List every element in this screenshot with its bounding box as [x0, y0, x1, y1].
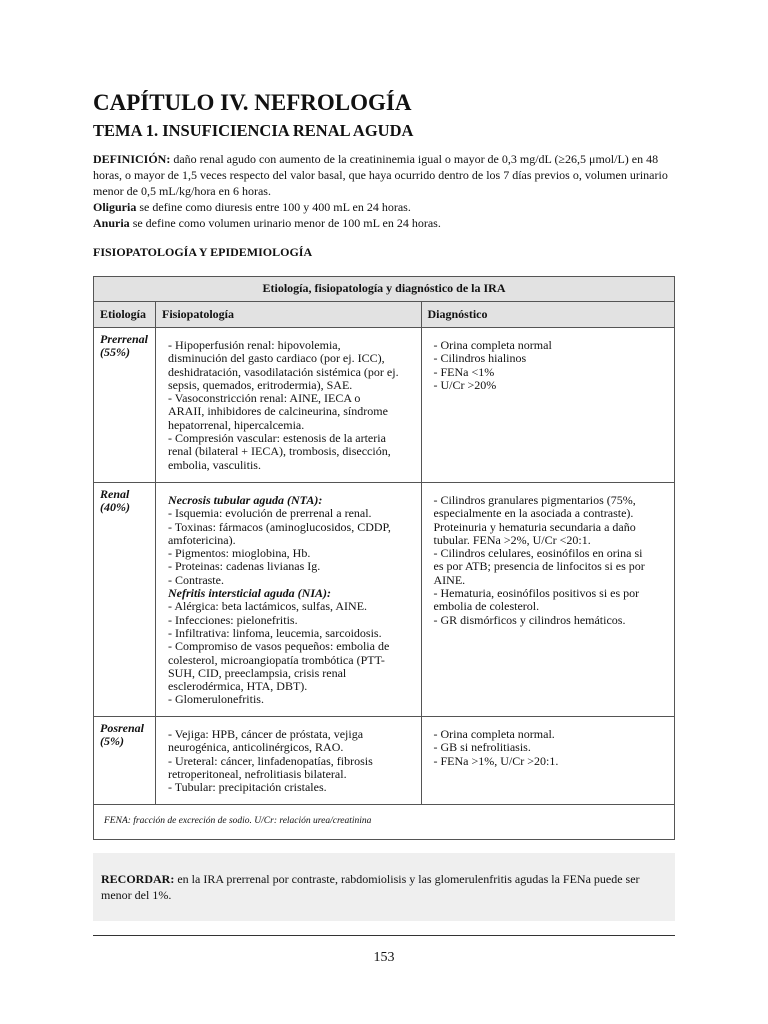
cell-line: - Compromiso de vasos pequeños: embolia de	[167, 639, 390, 654]
cell-line: ARAII, inhibidores de calcineurina, síndrome	[167, 404, 388, 419]
cell-line: retroperitoneal, nefrolitiasis bilateral.	[167, 766, 347, 781]
cell-line: - Vasoconstricción renal: AINE, IECA o	[167, 391, 361, 406]
cell-line: - Cilindros celulares, eosinófilos en orina si	[433, 546, 643, 561]
nta-list	[168, 507, 415, 587]
cell-line: - GR dismórficos y cilindros hemáticos.	[433, 612, 626, 627]
footer-divider	[93, 935, 675, 936]
page-number: 153	[373, 950, 395, 965]
definitions-block	[93, 151, 675, 231]
header-diagnostico: Diagnóstico	[421, 302, 675, 328]
cell-line: - Vejiga: HPB, cáncer de próstata, vejiga	[167, 727, 364, 741]
cell-line: - GB si nefrolitiasis.	[433, 740, 531, 755]
cell-line: - Cilindros granulares pigmentarios (75%,	[433, 493, 636, 507]
cell-line: SUH, CID, preeclampsia, crisis renal	[167, 665, 347, 680]
etiologia-prerrenal: Prerrenal (55%)	[94, 328, 156, 483]
oliguria-text: se define como diuresis entre 100 y 400 mL en 24 horas.	[136, 200, 411, 214]
cell-line: amfotericina).	[167, 532, 236, 547]
fisio-renal	[155, 483, 421, 717]
recordar-box	[93, 853, 675, 921]
oliguria-paragraph	[93, 199, 675, 215]
cell-line: - Infiltrativa: linfoma, leucemia, sarcoidosis.	[167, 625, 382, 640]
table-footnote: FENA: fracción de excreción de sodio. U/Cr: relación urea/creatinina	[94, 805, 675, 840]
recordar-label: RECORDAR:	[101, 872, 175, 886]
cell-line: - Proteinas: cadenas livianas Ig.	[167, 559, 321, 574]
topic-title: TEMA 1. INSUFICIENCIA RENAL AGUDA	[93, 121, 414, 140]
ira-table	[93, 276, 675, 840]
cell-line: - Orina completa normal.	[433, 727, 555, 741]
table-header-row	[94, 302, 675, 328]
cell-line: disminución del gasto cardiaco (por ej. ICC),	[167, 351, 385, 366]
table-footnote-row	[94, 805, 675, 840]
cell-line: sepsis, quemados, eritrodermia), SAE.	[167, 377, 353, 392]
cell-line: - Cilindros hialinos	[433, 351, 527, 366]
nia-title: Nefritis intersticial aguda (NIA):	[167, 586, 331, 601]
cell-line: AINE.	[433, 572, 466, 587]
cell-line: es por ATB; presencia de linfocitos si es por	[433, 559, 645, 574]
cell-line: esclerodérmica, HTA, DBT).	[167, 679, 308, 694]
cell-line: - Contraste.	[167, 572, 224, 587]
cell-line: - Alérgica: beta lactámicos, sulfas, AINE.	[167, 599, 368, 614]
cell-line: - Pigmentos: mioglobina, Hb.	[167, 546, 311, 561]
cell-line: tubular. FENa >2%, U/Cr <20:1.	[433, 532, 591, 547]
cell-line: especialmente en la asociada a contraste).	[433, 506, 634, 521]
cell-line: - Hipoperfusión renal: hipovolemia,	[167, 338, 341, 352]
table-row-prerrenal	[94, 328, 675, 483]
nia-list	[168, 600, 415, 706]
etiologia-renal: Renal (40%)	[94, 483, 156, 717]
cell-line: - Glomerulonefritis.	[167, 692, 264, 707]
cell-line: - Orina completa normal	[433, 338, 552, 352]
cell-line: embolia de colesterol.	[433, 599, 540, 614]
recordar-text: en la IRA prerrenal por contraste, rabdomiolisis y las glomerulenfritis agudas la FENa puede ser menor del 1%.	[101, 872, 640, 902]
table-row-renal	[94, 483, 675, 717]
definition-text: daño renal agudo con aumento de la creatininemia igual o mayor de 0,3 mg/dL (≥26,5 μmol/L) en 48 horas, o mayor de 1,5 veces respecto del valor basal, que haya ocurrido dentro de los 7 días previos o, volumen urinario menor de 0,5 mL/kg/hora en 6 horas.	[93, 152, 668, 198]
cell-line: - U/Cr >20%	[433, 377, 497, 392]
oliguria-label: Oliguria	[93, 200, 137, 214]
cell-line: deshidratación, vasodilatación sistémica (por ej.	[167, 364, 399, 379]
cell-line: - Ureteral: cáncer, linfadenopatías, fibrosis	[167, 753, 373, 768]
table-row-posrenal	[94, 717, 675, 805]
cell-line: - Tubular: precipitación cristales.	[167, 780, 327, 795]
cell-line: embolia, vasculitis.	[167, 457, 261, 472]
cell-line: - Isquemia: evolución de prerrenal a renal.	[167, 506, 372, 521]
section-title: FISIOPATOLOGÍA Y EPIDEMIOLOGÍA	[93, 245, 313, 259]
diag-prerrenal	[421, 328, 675, 483]
etiologia-posrenal: Posrenal (5%)	[94, 717, 156, 805]
cell-line: colesterol, microangiopatía trombótica (PTT-	[167, 652, 385, 667]
table-caption: Etiología, fisiopatología y diagnóstico de la IRA	[94, 277, 675, 302]
anuria-text: se define como volumen urinario menor de 100 mL en 24 horas.	[129, 216, 441, 230]
cell-line: renal (bilateral + IECA), trombosis, disección,	[167, 444, 391, 459]
table-caption-row	[94, 277, 675, 302]
fisio-posrenal	[155, 717, 421, 805]
cell-line: - FENa >1%, U/Cr >20:1.	[433, 753, 559, 768]
cell-line: - Infecciones: pielonefritis.	[167, 612, 298, 627]
cell-line: hepatorrenal, hipercalcemia.	[167, 417, 305, 432]
anuria-label: Anuria	[93, 216, 130, 230]
header-fisiopatologia: Fisiopatología	[155, 302, 421, 328]
cell-line: - FENa <1%	[433, 364, 495, 379]
cell-line: - Hematuria, eosinófilos positivos si es por	[433, 586, 640, 601]
definition-label: DEFINICIÓN:	[93, 152, 171, 166]
cell-line: neurogénica, anticolinérgicos, RAO.	[167, 740, 344, 755]
cell-line: - Compresión vascular: estenosis de la arteria	[167, 431, 386, 446]
nta-title: Necrosis tubular aguda (NTA):	[167, 493, 323, 507]
cell-line: - Toxinas: fármacos (aminoglucosidos, CDDP,	[167, 519, 391, 534]
diag-posrenal	[421, 717, 675, 805]
anuria-paragraph	[93, 215, 675, 231]
definition-paragraph	[93, 151, 675, 199]
cell-line: Proteinuria y hematuria secundaria a daño	[433, 519, 636, 534]
diag-renal	[421, 483, 675, 717]
chapter-title: CAPÍTULO IV. NEFROLOGÍA	[93, 90, 412, 115]
fisio-prerrenal	[155, 328, 421, 483]
header-etiologia: Etiología	[94, 302, 156, 328]
